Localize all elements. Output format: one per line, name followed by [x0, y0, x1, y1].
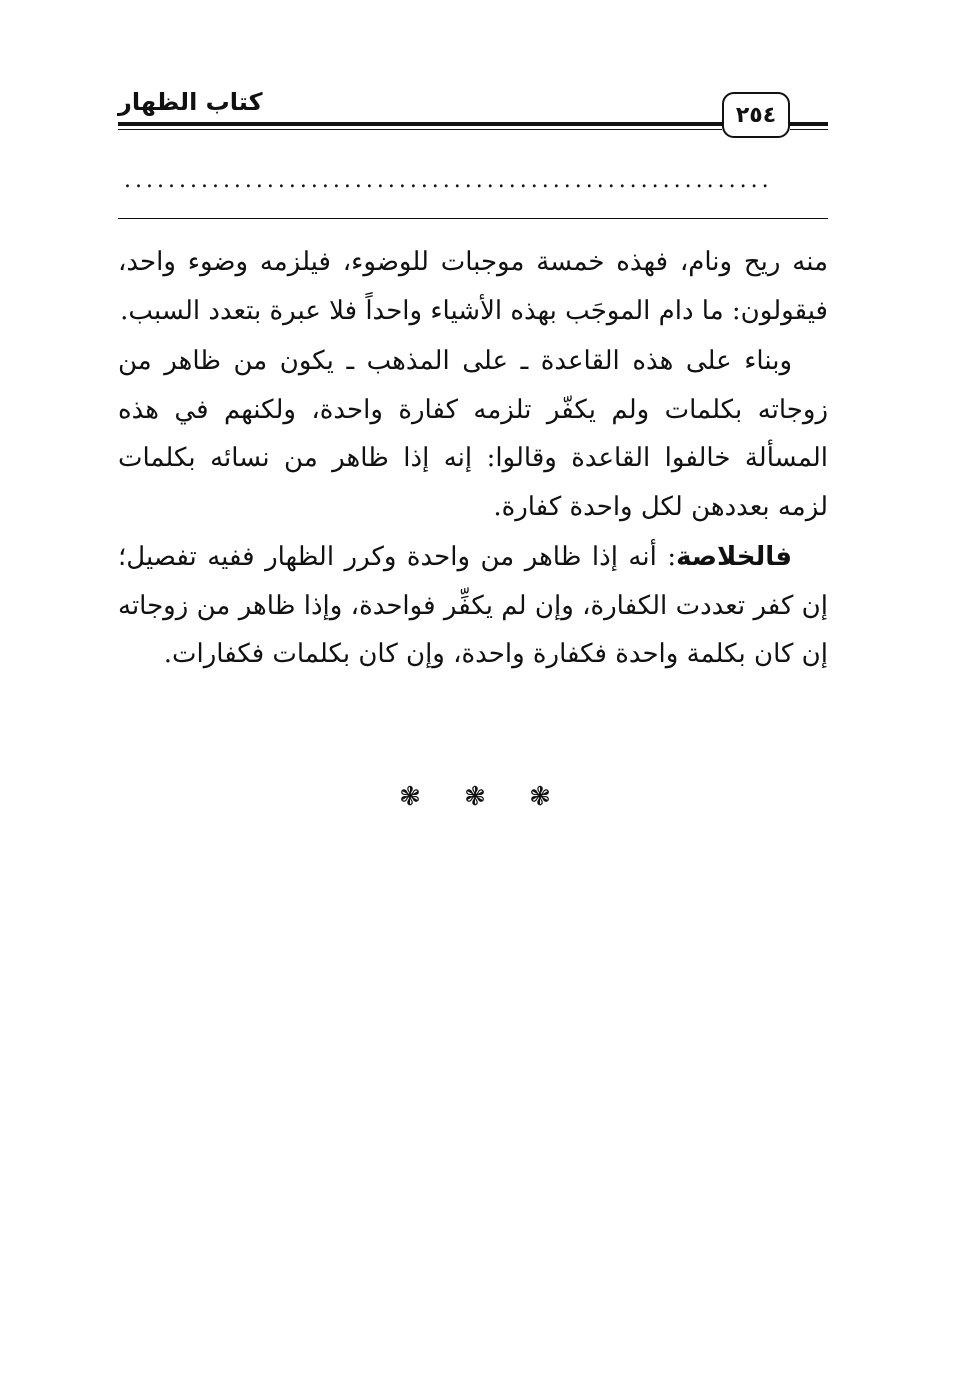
paragraph-text: منه ريح ونام، فهذه خمسة موجبات للوضوء، فيلزمه وضوء واحد، فيقولون: ما دام الموجَب بهذه الأشياء واحداً فلا عبرة بتعدد السبب. — [118, 247, 828, 326]
page-number: ٢٥٤ — [722, 92, 790, 138]
paragraph-lead-word: فالخلاصة — [676, 542, 792, 572]
flower-ornament-icon: ❃ — [399, 782, 421, 812]
flower-ornament-icon: ❃ — [529, 782, 551, 812]
paragraph-1 — [118, 238, 828, 335]
body-text — [118, 238, 828, 681]
header-rule-right-thin — [790, 129, 828, 130]
flower-ornament-icon: ❃ — [464, 782, 486, 812]
header-rule-right-thick — [790, 122, 828, 126]
running-header-title: كتاب الظهار — [118, 88, 263, 116]
header-rule-thin — [118, 129, 722, 130]
header-rule-thick — [118, 122, 722, 126]
paragraph-3 — [118, 533, 828, 679]
elision-dots: ........................................................... — [124, 168, 773, 193]
paragraph-text: : أنه إذا ظاهر من واحدة وكرر الظهار ففيه تفصيل؛ إن كفر تعددت الكفارة، وإن لم يكفِّر فواحدة، وإذا ظاهر من زوجاته إن كان بكلمة واحدة فكفارة واحدة، وإن كان بكلمات فكفارات. — [118, 542, 828, 669]
section-end-ornaments — [395, 784, 555, 810]
paragraph-text: وبناء على هذه القاعدة ـ على المذهب ـ يكون من ظاهر من زوجاته بكلمات ولم يكفّر تلزمه كفارة واحدة، ولكنهم في هذه المسألة خالفوا القاعدة وقالوا: إنه إذا ظاهر من نسائه بكلمات لزمه بعددهن لكل واحدة كفارة. — [118, 346, 828, 522]
paragraph-2 — [118, 337, 828, 531]
section-separator — [118, 218, 828, 219]
